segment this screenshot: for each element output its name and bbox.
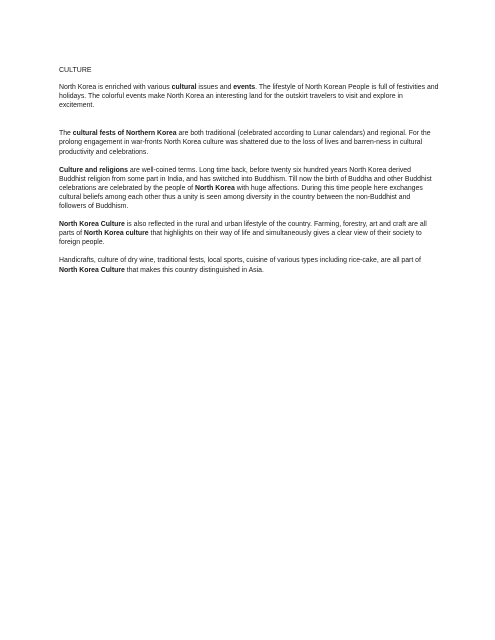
paragraph-lifestyle bbox=[59, 220, 439, 247]
paragraph-text: with huge affections. During this time people here exchanges cultural beliefs among each other thus a unity is seen among diversity in the country between the non-Buddhist and followers of Buddhism. bbox=[59, 184, 423, 211]
document-heading: CULTURE bbox=[59, 67, 92, 74]
paragraph-bold-text: Culture and religions bbox=[59, 166, 128, 174]
paragraph-intro bbox=[59, 83, 439, 110]
paragraph-text: North Korea is enriched with various bbox=[59, 84, 172, 92]
document-body bbox=[59, 66, 439, 284]
paragraph-handicrafts bbox=[59, 256, 439, 274]
paragraph-text: Handicrafts, culture of dry wine, traditional fests, local sports, cuisine of various types including rice-cake, are all part of bbox=[59, 257, 421, 265]
paragraph-text: . The lifestyle of North Korean People is full of festivities and holidays. The colorful events make North Korea an interesting land for the outskirt travelers to visit and explore in excitement. bbox=[59, 84, 439, 110]
paragraph-text: The bbox=[59, 130, 73, 138]
paragraph-bold-text: North Korea culture bbox=[83, 230, 149, 238]
paragraph-text: issues and bbox=[196, 84, 234, 92]
paragraph-bold-text: North Korea bbox=[195, 184, 235, 192]
paragraph-bold-text: North Korea Culture bbox=[59, 221, 125, 229]
paragraph-text: that makes this country distinguished in Asia. bbox=[124, 266, 264, 274]
paragraph-text: that highlights on their way of life and simultaneously gives a clear view of their society to foreign people. bbox=[59, 230, 422, 247]
paragraph-text: is also reflected in the rural and urban lifestyle of the country. Farming, forestry, art and craft are all parts of bbox=[59, 221, 427, 238]
paragraph-cultural-fests bbox=[59, 129, 439, 156]
paragraph-bold-text: cultural bbox=[171, 84, 197, 92]
paragraph-bold-text: North Korea Culture bbox=[59, 266, 125, 274]
paragraph-text: are both traditional (celebrated according to Lunar calendars) and regional. For the prolong engagement in war-fronts North Korea culture was shattered due to the loss of lives and barren-ness in cultural productivity and celebrations. bbox=[59, 130, 431, 156]
paragraph-bold-text: cultural fests of Northern Korea bbox=[72, 130, 177, 138]
paragraph-bold-text: events bbox=[233, 84, 256, 92]
paragraph-text: are well-coined terms. Long time back, before twenty six hundred years North Korea derived Buddhist religion from some part in India, and has switched into Buddhism. Till now the birth of Buddha and other Buddhist celebrations are celebrated by the people of bbox=[59, 166, 432, 192]
paragraph-culture-religions bbox=[59, 166, 439, 211]
